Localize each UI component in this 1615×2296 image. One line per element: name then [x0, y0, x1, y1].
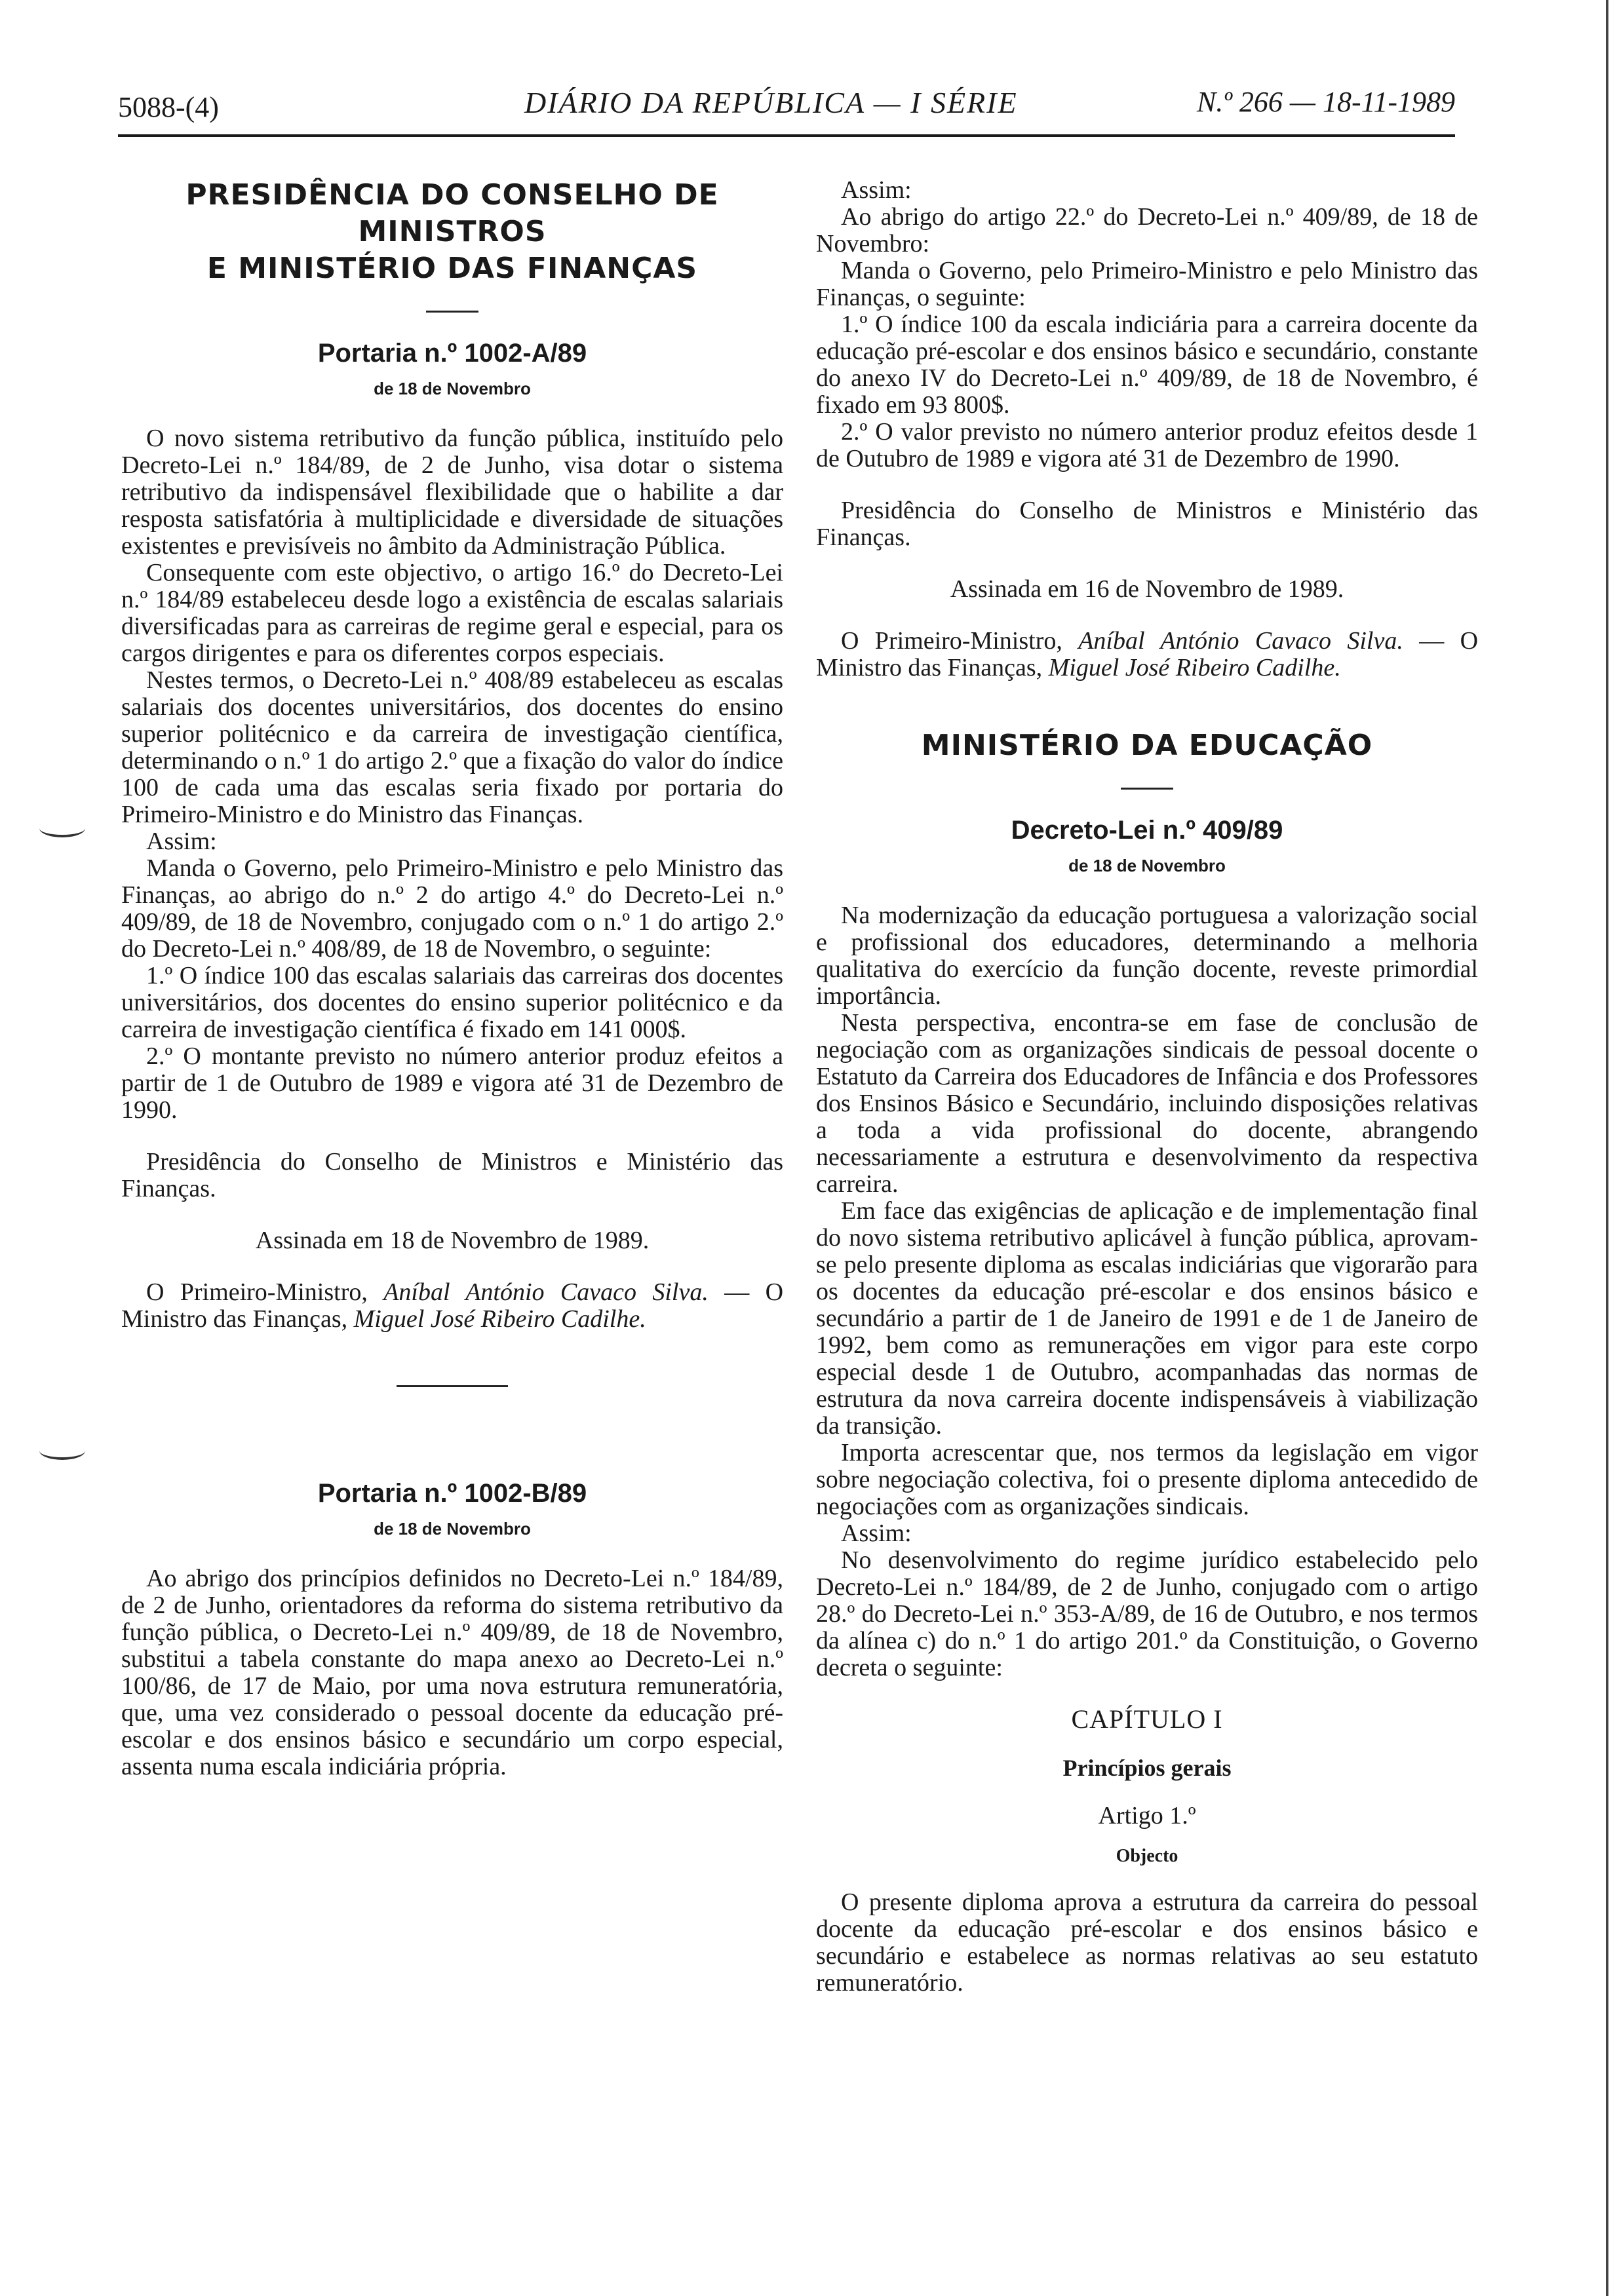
sig-prime-minister: Aníbal António Cavaco Silva. [1078, 627, 1403, 655]
paragraph: Nesta perspectiva, encontra-se em fase de conclusão de negociação com as organizações sindicais de pessoal docente o Estatuto da Carreira dos Educadores de Infância e dos Professores dos Ensinos Básico e Secundário, incluindo disposições relativas a toda a vida profissional do docente, abrangendo necessariamente a estrutura e desenvolvimento da respectiva carreira. [816, 1009, 1478, 1198]
paragraph: Assim: [146, 828, 217, 855]
ministry-heading: MINISTÉRIO DA EDUCAÇÃO [921, 729, 1373, 762]
sig-finance-minister: Miguel José Ribeiro Cadilhe. [353, 1305, 646, 1333]
sig-prefix: O Primeiro-Ministro, [841, 627, 1079, 655]
ministry-line-1: PRESIDÊNCIA DO CONSELHO DE MINISTROS [185, 178, 719, 248]
ministry-line-2: E MINISTÉRIO DAS FINANÇAS [206, 252, 698, 285]
left-column [121, 177, 783, 1780]
issue-number: N.º 266 — 18-11-1989 [1196, 86, 1455, 118]
paragraph: Ao abrigo dos princípios definidos no Decreto-Lei n.º 184/89, de 2 de Junho, orientadores da reforma do sistema retributivo da função pública, o Decreto-Lei n.º 409/89, de 18 de Novembro, substitui a tabela constante do mapa anexo ao Decreto-Lei n.º 100/86, de 17 de Maio, por uma nova estrutura remuneratória, que, uma vez considerado o pessoal docente da educação pré-escolar e dos ensinos básico e secundário um corpo especial, assenta numa escala indiciária própria. [121, 1565, 783, 1780]
section-rule [1121, 788, 1173, 790]
chapter-title: Princípios gerais [1062, 1755, 1232, 1781]
paragraph: Nestes termos, o Decreto-Lei n.º 408/89 estabeleceu as escalas salariais dos docentes universitários, dos docentes do ensino superior politécnico e da carreira de investigação científica, determinando o n.º 1 do artigo 2.º que a fixação do valor do índice 100 de cada uma das escalas seria fixado por portaria do Primeiro-Ministro e do Ministro das Finanças. [121, 666, 783, 828]
sig-mid: — O Ministro das Finanças, [121, 1278, 784, 1333]
sig-prefix: O Primeiro-Ministro, [146, 1278, 384, 1306]
paragraph: Consequente com este objectivo, o artigo 16.º do Decreto-Lei n.º 184/89 estabeleceu desde logo a existência de escalas salariais diversificadas para as carreiras de regime geral e especial, para os cargos dirigentes e para os diferentes corpos especiais. [121, 559, 783, 667]
paragraph: Assim: [841, 1520, 912, 1547]
portaria-b-date: de 18 de Novembro [374, 1519, 531, 1539]
presidency-line: Presidência do Conselho de Ministros e Ministério das Finanças. [816, 497, 1478, 551]
separator-rule [397, 1385, 508, 1387]
sig-prime-minister: Aníbal António Cavaco Silva. [383, 1278, 709, 1306]
paragraph: 1.º O índice 100 das escalas salariais das carreiras dos docentes universitários, dos docentes do ensino superior politécnico e da carreira de investigação científica é fixado em 141 000$. [121, 962, 783, 1043]
margin-mark [39, 819, 85, 837]
signatures [816, 628, 1478, 681]
paragraph: O novo sistema retributivo da função pública, instituído pelo Decreto-Lei n.º 184/89, de 2 de Junho, visa dotar o sistema retributivo da indispensável flexibilidade que o habilite a dar resposta satisfatória à multiplicidade e diversidade de situações existentes e previsíveis no âmbito da Administração Pública. [121, 425, 783, 560]
signatures [121, 1279, 783, 1333]
decreto-date: de 18 de Novembro [1068, 856, 1226, 875]
ministry-heading [121, 177, 783, 287]
portaria-a-date: de 18 de Novembro [374, 379, 531, 398]
paragraph: Manda o Governo, pelo Primeiro-Ministro e pelo Ministro das Finanças, o seguinte: [816, 257, 1478, 311]
scan-edge-line [1606, 0, 1608, 2296]
paragraph: Manda o Governo, pelo Primeiro-Ministro e pelo Ministro das Finanças, ao abrigo do n.º 2 do artigo 4.º do Decreto-Lei n.º 409/89, de 18 de Novembro, conjugado com o n.º 1 do artigo 2.º do Decreto-Lei n.º 408/89, de 18 de Novembro, o seguinte: [121, 854, 783, 963]
paragraph: 2.º O montante previsto no número anterior produz efeitos a partir de 1 de Outubro de 1989 e vigora até 31 de Dezembro de 1990. [121, 1043, 783, 1124]
decreto-title: Decreto-Lei n.º 409/89 [1011, 816, 1283, 845]
paragraph: Assim: [841, 176, 912, 204]
paragraph: Ao abrigo do artigo 22.º do Decreto-Lei n.º 409/89, de 18 de Novembro: [816, 203, 1478, 258]
paragraph: Em face das exigências de aplicação e de implementação final do novo sistema retributivo aplicável à função pública, aprovam-se pelo presente diploma as escalas indiciárias que vigorarão para os docentes da educação pré-escolar e dos ensinos básico e secundário a partir de 1 de Janeiro de 1991 e de 1 de Janeiro de 1992, bem como as remunerações em vigor para este corpo especial desde 1 de Outubro, acompanhadas das normas de estrutura da nova carreira docente indispensáveis à viabilização da transição. [816, 1197, 1478, 1440]
right-column [816, 177, 1478, 1997]
paragraph: Importa acrescentar que, nos termos da legislação em vigor sobre negociação colectiva, foi o presente diploma antecedido de negociações com as organizações sindicais. [816, 1439, 1478, 1520]
paragraph: O presente diploma aprova a estrutura da carreira do pessoal docente da educação pré-escolar e dos ensinos básico e secundário e estabelece as normas relativas ao seu estatuto remuneratório. [816, 1888, 1478, 1997]
margin-mark [39, 1442, 85, 1460]
signed-date: Assinada em 18 de Novembro de 1989. [255, 1227, 650, 1254]
article-heading: Artigo 1.º [1098, 1802, 1196, 1829]
paragraph: 2.º O valor previsto no número anterior produz efeitos desde 1 de Outubro de 1989 e vigora até 31 de Dezembro de 1990. [816, 418, 1478, 472]
signed-date: Assinada em 16 de Novembro de 1989. [950, 575, 1344, 603]
chapter-heading: CAPÍTULO I [1071, 1704, 1223, 1734]
presidency-line: Presidência do Conselho de Ministros e Ministério das Finanças. [121, 1148, 783, 1202]
page-number: 5088-(4) [118, 91, 219, 123]
section-rule [426, 311, 478, 313]
page-header [118, 85, 1455, 138]
journal-title: DIÁRIO DA REPÚBLICA — I SÉRIE [524, 86, 1018, 119]
sig-finance-minister: Miguel José Ribeiro Cadilhe. [1048, 654, 1341, 681]
portaria-a-title: Portaria n.º 1002-A/89 [317, 339, 587, 368]
paragraph: No desenvolvimento do regime jurídico estabelecido pelo Decreto-Lei n.º 184/89, de 2 de Junho, conjugado com o artigo 28.º do Decreto-Lei n.º 353-A/89, de 16 de Outubro, e nos termos da alínea c) do n.º 1 do artigo 201.º da Constituição, o Governo decreta o seguinte: [816, 1546, 1478, 1681]
article-title: Objecto [1116, 1846, 1178, 1866]
paragraph: Na modernização da educação portuguesa a valorização social e profissional dos educadores, determinando a melhoria qualitativa do exercício da função docente, reveste primordial importância. [816, 902, 1478, 1010]
header-rule [118, 134, 1455, 137]
sig-mid: — O Ministro das Finanças, [816, 627, 1479, 681]
portaria-b-title: Portaria n.º 1002-B/89 [317, 1479, 587, 1508]
paragraph: 1.º O índice 100 da escala indiciária para a carreira docente da educação pré-escolar e dos ensinos básico e secundário, constante do anexo IV do Decreto-Lei n.º 409/89, de 18 de Novembro, é fixado em 93 800$. [816, 311, 1478, 419]
